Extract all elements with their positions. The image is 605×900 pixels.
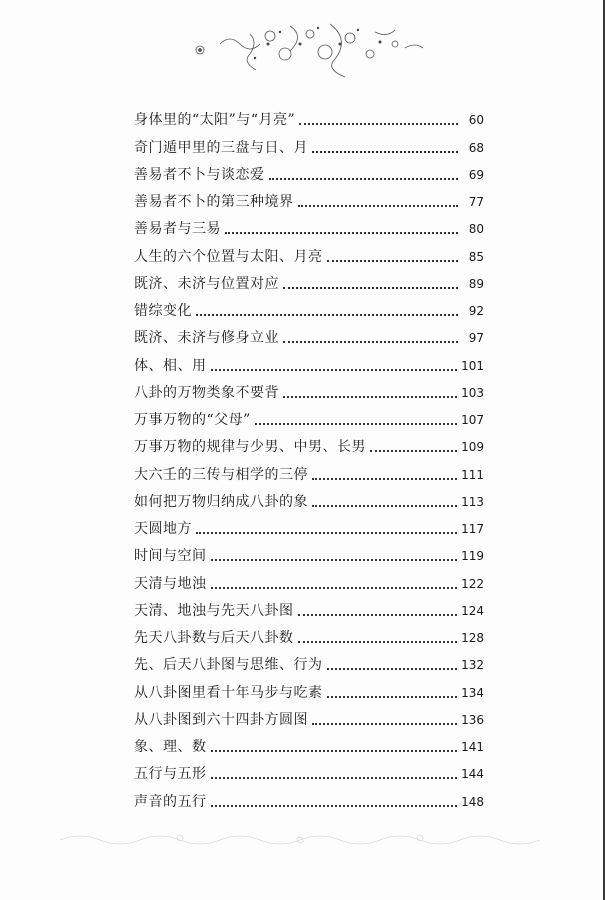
dot-leader [255,423,457,425]
toc-entry-title: 错综变化 [134,303,192,319]
toc-entry-page: 92 [468,304,484,318]
toc-entry[interactable] [134,183,484,210]
toc-entry-page: 80 [468,222,484,237]
toc-entry[interactable] [134,401,484,428]
toc-entry-page: 89 [468,276,484,291]
toc-entry-title: 象、理、数 [134,739,207,755]
toc-entry-page: 103 [461,385,484,400]
dot-leader [298,614,458,616]
toc-entry[interactable] [134,319,484,346]
dot-leader [269,178,459,180]
toc-entry-title: 万事万物的“父母” [134,412,251,428]
toc-entry-page: 101 [461,358,484,373]
dot-leader [283,287,458,289]
toc-entry-title: 既济、未济与修身立业 [134,330,279,347]
dot-leader [211,369,458,371]
toc-entry[interactable] [134,265,484,292]
dot-leader [211,805,458,807]
toc-entry-title: 善易者不卜与谈恋爱 [134,166,265,183]
dot-leader [312,478,457,480]
toc-entry-title: 从八卦图里看十年马步与吃素 [134,684,323,701]
toc-entry-page: 85 [468,249,484,264]
toc-entry-page: 111 [461,467,484,482]
toc-entry[interactable] [134,128,484,155]
toc-entry-title: 体、相、用 [134,357,207,374]
dot-leader [211,587,458,589]
toc-entry[interactable] [134,156,484,183]
toc-entry[interactable] [134,510,484,537]
table-of-contents [134,101,484,810]
toc-entry-title: 声音的五行 [134,793,207,810]
toc-entry-page: 77 [468,195,484,209]
toc-entry-page: 107 [461,413,484,427]
toc-entry-page: 134 [461,685,484,700]
toc-entry[interactable] [134,374,484,401]
toc-entry-title: 善易者与三易 [134,221,221,238]
dot-leader [312,151,458,153]
toc-entry-title: 天清与地浊 [134,575,207,592]
dot-leader [283,396,457,398]
dot-leader [298,641,458,643]
dot-leader [327,260,459,262]
toc-entry-page: 124 [461,603,484,618]
toc-entry[interactable] [134,101,484,128]
toc-entry-page: 141 [461,740,484,754]
toc-entry[interactable] [134,346,484,373]
toc-entry-title: 既济、未济与位置对应 [134,275,279,292]
toc-entry[interactable] [134,428,484,455]
toc-entry[interactable] [134,537,484,564]
dot-leader [225,232,458,234]
dot-leader [196,314,458,316]
dot-leader [312,723,457,725]
dot-leader [196,532,457,534]
toc-entry[interactable] [134,701,484,728]
toc-entry-page: 68 [468,140,484,155]
toc-entry-title: 五行与五形 [134,766,207,783]
dot-leader [327,668,458,670]
toc-entry[interactable] [134,292,484,319]
toc-entry[interactable] [134,782,484,809]
toc-entry[interactable] [134,646,484,673]
dot-leader [327,696,458,698]
toc-entry-title: 先、后天八卦图与思维、行为 [134,657,323,674]
toc-entry-page: 122 [461,576,484,591]
toc-entry-page: 109 [461,440,484,455]
toc-entry-page: 113 [461,494,484,509]
toc-entry-title: 身体里的“太阳”与“月亮” [134,112,296,129]
dot-leader [370,450,457,452]
toc-entry[interactable] [134,619,484,646]
dot-leader [283,341,458,343]
toc-entry-title: 天圆地方 [134,521,192,537]
toc-entry-title: 从八卦图到六十四卦方圆图 [134,711,308,728]
dot-leader [299,123,458,125]
toc-entry-page: 119 [461,549,484,564]
dot-leader [211,777,458,779]
toc-entry[interactable] [134,755,484,782]
toc-entry[interactable] [134,210,484,237]
toc-entry-page: 69 [468,167,484,182]
toc-entry[interactable] [134,237,484,264]
toc-entry-title: 天清、地浊与先天八卦图 [134,602,294,619]
toc-entry[interactable] [134,483,484,510]
toc-entry-title: 人生的六个位置与太阳、月亮 [134,248,323,265]
dot-leader [211,750,458,752]
toc-entry-page: 136 [461,712,484,727]
toc-entry-page: 144 [461,767,484,782]
dot-leader [312,505,457,507]
toc-entry[interactable] [134,728,484,755]
toc-entry-title: 善易者不卜的第三种境界 [134,194,294,210]
toc-entry-title: 先天八卦数与后天八卦数 [134,630,294,646]
toc-entry-title: 大六壬的三传与相学的三停 [134,466,308,483]
toc-entry[interactable] [134,592,484,619]
floral-ornament-top [180,14,430,80]
floral-ornament-bottom [60,828,540,850]
toc-entry-page: 97 [468,331,484,346]
toc-entry-title: 如何把万物归纳成八卦的象 [134,493,308,510]
toc-entry[interactable] [134,673,484,700]
dot-leader [211,559,458,561]
toc-entry[interactable] [134,455,484,482]
toc-entry-page: 132 [461,658,484,673]
toc-entry-page: 148 [461,794,484,809]
toc-entry[interactable] [134,564,484,591]
toc-entry-title: 八卦的万物类象不要背 [134,384,279,401]
toc-entry-page: 117 [461,522,484,536]
toc-entry-page: 128 [461,631,484,645]
toc-entry-title: 时间与空间 [134,548,207,565]
toc-entry-title: 万事万物的规律与少男、中男、长男 [134,439,366,456]
toc-entry-title: 奇门遁甲里的三盘与日、月 [134,139,308,156]
toc-entry-page: 60 [468,113,484,128]
dot-leader [298,205,459,207]
